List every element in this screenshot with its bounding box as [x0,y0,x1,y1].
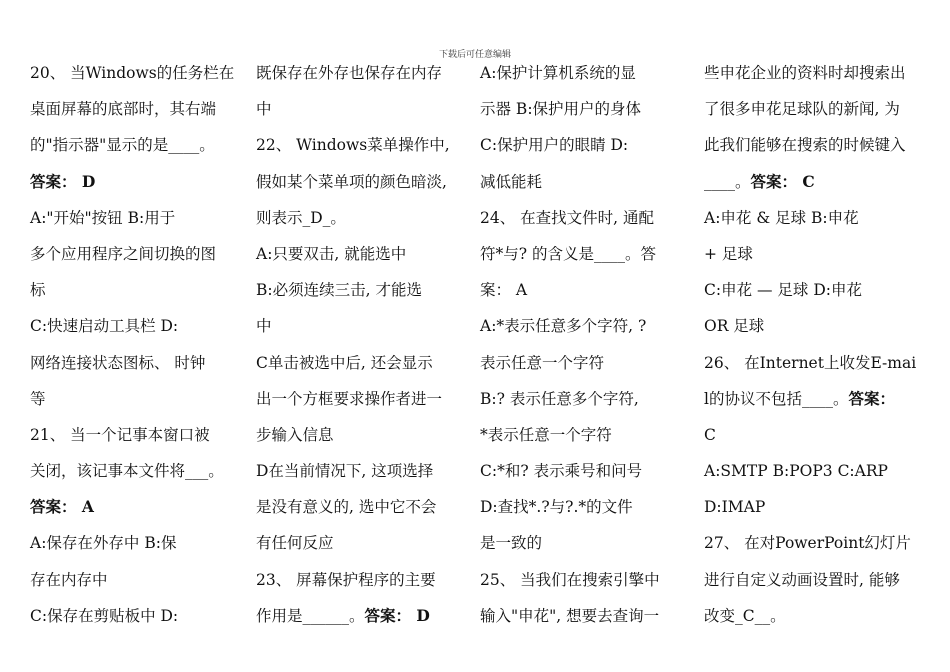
text-line: 则表示_D_。 [256,208,346,227]
text-line: A:申花 & 足球 B:申花 [704,208,859,227]
text-line: 表示任意一个字符 [480,353,605,372]
text-line: C:保护用户的眼睛 D: [480,136,629,155]
text-line: ____。答案： C [704,171,815,191]
text-line: C单击被选中后, 还会显示 [256,353,433,372]
text-column-3 [480,58,685,637]
text-line: *表示任意一个字符 [480,425,612,444]
text-line: C [704,425,716,444]
text-column-4 [704,58,917,637]
text-line: A:*表示任意多个字符, ? [480,317,647,336]
text-line: C:*和? 表示乘号和问号 [480,462,643,481]
text-line: D:IMAP [704,498,766,517]
text-column-2 [256,58,461,637]
text-line: 出一个方框要求操作者进一 [256,389,443,408]
text-line: C:快速启动工具栏 D: [30,317,179,336]
text-line: C:申花 — 足球 D:申花 [704,281,863,300]
text-line: 多个应用程序之间切换的图 [30,244,217,263]
answer-label: 答案： [848,388,895,408]
text-line: 标 [30,281,46,300]
text-line: A:只要双击, 就能选中 [256,244,407,263]
page-header: 下载后可任意编辑 [438,50,511,60]
text-line: 桌面屏幕的底部时，其右端 [30,100,217,119]
text-line: 的"指示器"显示的是____。 [30,136,215,155]
text-line: 中 [256,317,272,336]
text-line: A:保存在外存中 B:保 [30,534,177,553]
text-line: 存在内存中 [30,570,108,589]
text-line: l的协议不包括____。答案： [704,388,895,408]
text-line: 步输入信息 [256,425,334,444]
text-line: 22、 Windows菜单操作中, [256,136,450,155]
text-line: 假如某个菜单项的颜色暗淡, [256,172,447,191]
text-line: B:必须连续三击, 才能选 [256,281,422,300]
text-line: 此我们能够在搜索的时候键入 [704,136,906,155]
text-line: A:"开始"按钮 B:用于 [30,208,176,227]
text-line: 有任何反应 [256,534,334,553]
text-line: 24、 在查找文件时, 通配 [480,208,655,227]
text-line: 关闭，该记事本文件将___。 [30,462,224,481]
text-line: 26、 在Internet上收发E-mai [704,353,917,372]
text-line: 改变_C__。 [704,606,786,625]
text-line: 符*与? 的含义是____。答 [480,244,656,263]
text-line: + 足球 [704,244,753,263]
text-line: 答案： D [30,171,96,191]
text-line: A:保护计算机系统的显 [480,64,636,82]
text-column-1 [30,58,235,637]
text-line: 是没有意义的, 选中它不会 [256,498,437,517]
text-line: 等 [30,389,46,408]
text-line: 既保存在外存也保存在内存 [256,64,443,82]
text-line: A:SMTP B:POP3 C:ARP [704,462,888,481]
text-line: 案： A [480,281,528,300]
text-line: 答案： A [30,497,94,517]
text-line: 网络连接状态图标、 时钟 [30,353,206,372]
text-line: OR 足球 [704,317,765,336]
text-line: 进行自定义动画设置时, 能够 [704,570,900,589]
text-line: 示器 B:保护用户的身体 [480,100,642,119]
text-line: 中 [256,100,272,119]
answer-label: 答案： C [750,171,815,191]
text-line: 21、 当一个记事本窗口被 [30,425,210,444]
text-line: 了很多申花足球队的新闻, 为 [704,100,900,119]
text-line: B:? 表示任意多个字符, [480,389,639,408]
text-line: D:查找*.?与?.*的文件 [480,498,633,517]
text-line: 25、 当我们在搜索引擎中 [480,570,660,589]
text-line: D在当前情况下, 这项选择 [256,462,434,481]
text-line: 输入"申花", 想要去查询一 [480,606,660,625]
answer-label: 答案： D [364,605,430,625]
text-line: 27、 在对PowerPoint幻灯片 [704,534,911,553]
text-line: 些申花企业的资料时却搜索出 [704,64,906,82]
text-line: 20、 当Windows的任务栏在 [30,64,235,82]
text-line: 减低能耗 [480,172,543,191]
text-line: C:保存在剪贴板中 D: [30,606,179,625]
text-line: 是一致的 [480,534,543,553]
text-line: 23、 屏幕保护程序的主要 [256,570,436,589]
text-line: 作用是______。答案： D [256,605,430,625]
